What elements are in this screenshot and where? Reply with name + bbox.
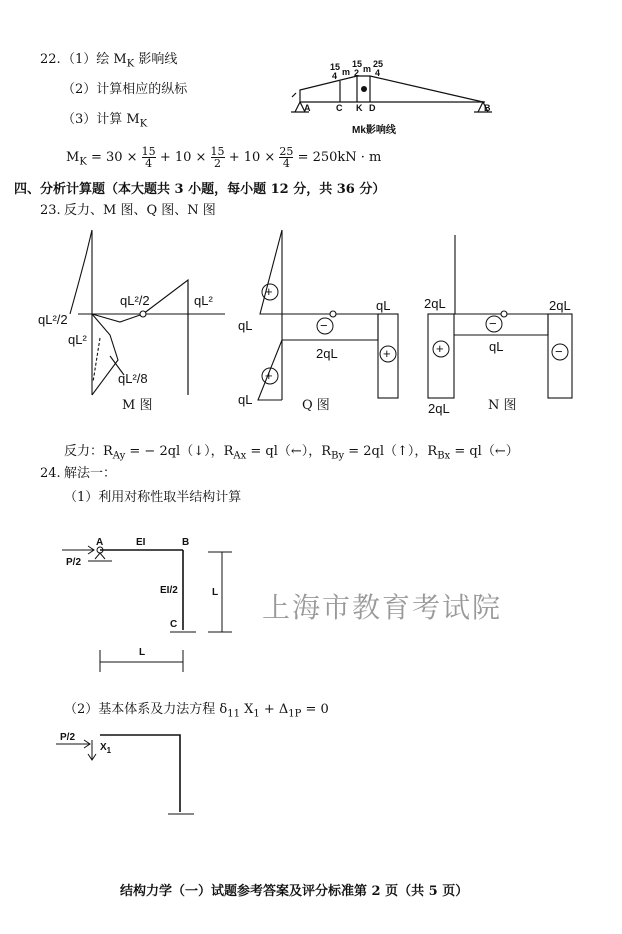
il-ord-k-den: 2 [354,68,360,78]
r1-val: = − 2ql（↓），R [125,444,234,459]
q23-number: 23. [40,203,61,218]
f-lhs-sub: K [79,156,87,168]
n-sign-1: + [436,341,444,356]
n-label-1: 2qL [424,296,446,311]
q22-step1-sub: K [126,58,135,70]
m-label-3: qL² [68,332,87,347]
m-left-lower [92,314,118,395]
il-curve [300,76,483,102]
f-d1: 4 [145,157,153,170]
m-label-2: qL²/2 [120,293,150,308]
fig1-ei-top: EI [136,537,146,548]
f-n3: 25 [279,145,294,158]
f-frac2 [211,146,225,169]
q24-number: 24. [40,466,61,481]
il-ord-a-num: 15 [330,62,341,72]
m-beam-slope [92,314,143,322]
r4-sub: Bx [437,450,451,462]
section4-heading: 四、分析计算题（本大题共 3 小题，每小题 12 分，共 36 分） [14,182,386,197]
r2-val: = ql（←），R [246,444,332,459]
fig1-load: P/2 [66,557,82,568]
il-point-a: A [304,103,311,113]
q-sign-2: − [320,318,328,333]
q22-step2: （2）计算相应的纵标 [62,82,188,97]
m-label-5: qL²/8 [118,371,148,386]
q22-step3-text: （3）计算 M [62,112,140,127]
fig1-point-a: A [96,537,104,548]
q-hinge [330,311,336,317]
r4-val: = ql（←） [450,444,519,459]
m-label-4: qL² [194,293,213,308]
m-label-1: qL²/2 [38,312,68,327]
q22-step1 [62,52,177,73]
q-label-4: qL [238,392,253,407]
r1-sub: Ay [112,450,126,462]
il-ord-a-unit: m [342,67,351,77]
q-label-2: qL [376,298,391,313]
m-caption: M 图 [122,398,153,413]
f-frac3 [279,146,293,169]
fig2-frame [100,735,180,812]
step2-plus: + Δ [259,702,289,717]
fig2-x1 [100,740,111,759]
fig1-point-c: C [170,619,178,630]
fig1-point-b: B [182,537,190,548]
f-n2: 15 [210,145,225,158]
f-d3: 4 [282,157,290,170]
q23-reactions [64,444,519,465]
q24-step2 [64,702,329,723]
n-caption: N 图 [488,398,517,413]
n-sign-2: − [489,316,497,331]
n-label-4: 2qL [428,401,450,416]
il-point-k: K [356,103,363,113]
il-sign-plus [361,86,367,92]
il-ord-d-den: 4 [375,68,381,78]
il-ord-d-num: 25 [373,59,384,69]
f-n1: 15 [141,145,156,158]
page-footer: 结构力学（一）试题参考答案及评分标准第 2 页（共 5 页） [120,884,469,899]
m-left-curve [70,230,92,314]
il-point-d: D [369,103,376,113]
q22-formula [66,146,381,171]
q-beam-rect [282,314,378,340]
q24-step1: （1）利用对称性取半结构计算 [64,490,242,505]
q-label-3: 2qL [316,346,338,361]
il-ord-k-unit: m [363,64,372,74]
step2-x: X [239,702,254,717]
step2-s1: 11 [227,708,240,720]
f-frac1 [142,146,156,169]
q-sign-3: + [265,368,273,383]
q22-step3 [62,112,147,133]
m-hinge [140,311,146,317]
q22-step1-tail: 影响线 [134,52,178,67]
step2-s3: 1P [288,708,302,720]
f-lhs: M [66,150,80,165]
q22-number: 22. [40,52,61,67]
r3-sub: By [331,450,345,462]
fig2-x1-sub: 1 [106,746,112,755]
il-point-c: C [336,103,343,113]
il-point-b: B [484,103,491,113]
n-beam [454,314,548,335]
q-caption: Q 图 [302,398,330,413]
fig2-x1-text: X [100,742,107,753]
il-ord-k-num: 15 [352,59,363,69]
f-p1: + 10 × [159,150,207,165]
q23-title: 反力、M 图、Q 图、N 图 [64,203,216,218]
step2-end: = 0 [301,702,329,717]
f-eq: = 30 × [90,150,138,165]
f-d2: 2 [214,157,222,170]
r3-val: = 2ql（↑），R [344,444,438,459]
q-left-top [260,230,282,314]
n-sign-3: − [555,344,563,359]
q22-step3-sub: K [139,118,148,130]
step2-text: （2）基本体系及力法方程 δ [64,702,228,717]
f-p2: + 10 × [228,150,276,165]
q-sign-1: + [265,284,273,299]
fig1-ei-col: EI/2 [160,585,178,596]
fig1-dim-v-label: L [212,587,219,598]
r2-sub: Ax [233,450,247,462]
fig1-dim-h-label: L [139,647,146,658]
n-label-3: qL [489,339,504,354]
il-ord-a-den: 4 [332,71,338,81]
watermark-stamp: 上海市教育考试院 [262,591,503,624]
n-hinge [501,311,507,317]
il-caption: Mk影响线 [352,125,396,136]
step2-s2: 1 [253,708,260,720]
q-sign-4: + [383,346,391,361]
n-label-2: 2qL [549,298,571,313]
m-right [143,280,188,395]
fig2-load: P/2 [60,732,76,743]
q24-title: 解法一： [64,466,117,481]
r-prefix: 反力：R [64,444,113,459]
q-label-1: qL [238,318,253,333]
q22-step1-text: （1）绘 M [62,52,127,67]
f-res: = 250kN · m [297,150,382,165]
